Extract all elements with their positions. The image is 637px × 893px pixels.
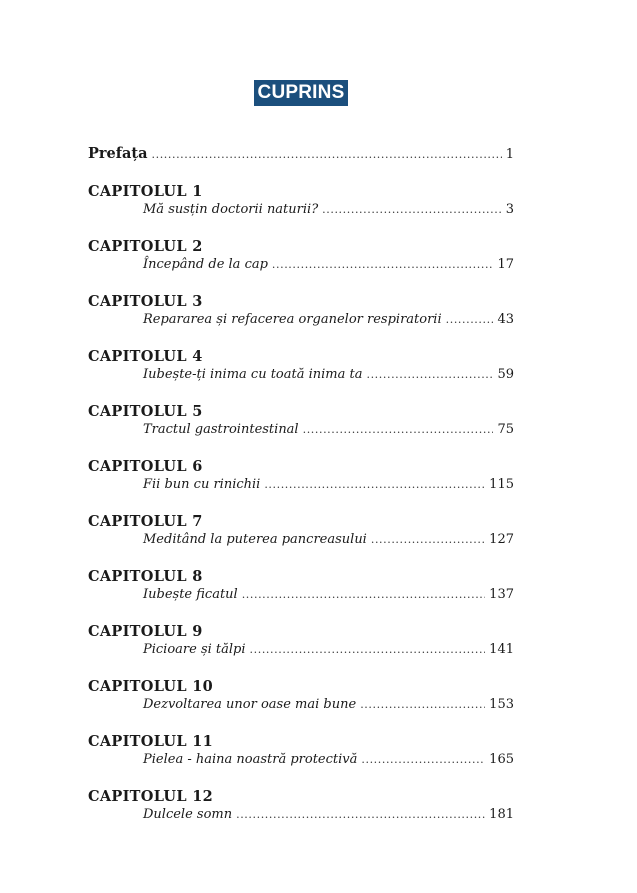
chapter-entry [143,641,514,659]
chapter-entry [143,696,514,714]
chapter-title: Dulcele somn [143,807,233,822]
dot-leader [264,476,485,494]
chapter-entry [143,421,514,439]
chapter-title: Dezvoltarea unor oase mai bune [143,697,357,712]
chapter-entry [143,366,514,384]
chapter-page-number: 115 [489,477,514,492]
toc-chapter-9 [88,623,514,659]
chapter-entry [143,256,514,274]
chapter-entry [143,476,514,494]
chapter-page-number: 75 [497,422,514,437]
chapter-title: Pielea - haina noastră protectivă [143,752,358,767]
chapter-title: Picioare și tălpi [143,642,246,657]
toc-chapter-6 [88,458,514,494]
chapter-title: Tractul gastrointestinal [143,422,299,437]
toc-chapter-4 [88,348,514,384]
preface-label: Prefața [88,145,148,162]
chapter-heading: CAPITOLUL 1 [88,183,203,200]
chapter-title: Fii bun cu rinichii [143,477,261,492]
chapter-title: Meditând la puterea pancreasului [143,532,367,547]
toc-chapter-3 [88,293,514,329]
chapter-heading: CAPITOLUL 9 [88,623,203,640]
chapter-page-number: 141 [489,642,514,657]
chapter-entry [143,531,514,549]
dot-leader [366,366,493,384]
chapter-page-number: 17 [497,257,514,272]
chapter-page-number: 137 [489,587,514,602]
toc-chapter-7 [88,513,514,549]
toc-chapter-2 [88,238,514,274]
chapter-entry [143,201,514,219]
chapter-heading: CAPITOLUL 11 [88,733,213,750]
page-title: CUPRINS [254,80,348,106]
chapter-title: Iubește-ți inima cu toată inima ta [143,367,363,382]
toc-chapter-12 [88,788,514,824]
chapter-page-number: 165 [489,752,514,767]
chapter-title: Repararea și refacerea organelor respiratorii [143,312,442,327]
chapter-page-number: 3 [505,202,514,217]
dot-leader [303,421,494,439]
dot-leader [250,641,486,659]
chapter-entry [143,311,514,329]
dot-leader [152,148,502,161]
chapter-page-number: 181 [489,807,514,822]
dot-leader [371,531,485,549]
chapter-heading: CAPITOLUL 12 [88,788,213,805]
dot-leader [236,806,485,824]
chapter-heading: CAPITOLUL 2 [88,238,203,255]
chapter-heading: CAPITOLUL 7 [88,513,203,530]
chapter-heading: CAPITOLUL 10 [88,678,213,695]
chapter-page-number: 153 [489,697,514,712]
chapter-page-number: 43 [497,312,514,327]
chapter-heading: CAPITOLUL 8 [88,568,203,585]
chapter-page-number: 59 [497,367,514,382]
chapter-heading: CAPITOLUL 6 [88,458,203,475]
toc-chapter-10 [88,678,514,714]
toc-chapter-11 [88,733,514,769]
chapter-title: Iubește ficatul [143,587,238,602]
dot-leader [242,586,485,604]
chapter-entry [143,751,514,769]
chapter-title: Începând de la cap [143,257,268,272]
toc-entry-preface [88,145,514,162]
dot-leader [322,201,502,219]
dot-leader [360,696,485,714]
chapter-entry [143,586,514,604]
chapter-title: Mă susțin doctorii naturii? [143,202,319,217]
dot-leader [361,751,485,769]
toc-chapter-1 [88,183,514,219]
chapter-entry [143,806,514,824]
preface-page-number: 1 [505,147,514,162]
chapter-heading: CAPITOLUL 4 [88,348,203,365]
chapter-page-number: 127 [489,532,514,547]
dot-leader [446,311,494,329]
dot-leader [272,256,494,274]
chapter-heading: CAPITOLUL 3 [88,293,203,310]
chapter-heading: CAPITOLUL 5 [88,403,203,420]
toc-chapter-8 [88,568,514,604]
toc-chapter-5 [88,403,514,439]
